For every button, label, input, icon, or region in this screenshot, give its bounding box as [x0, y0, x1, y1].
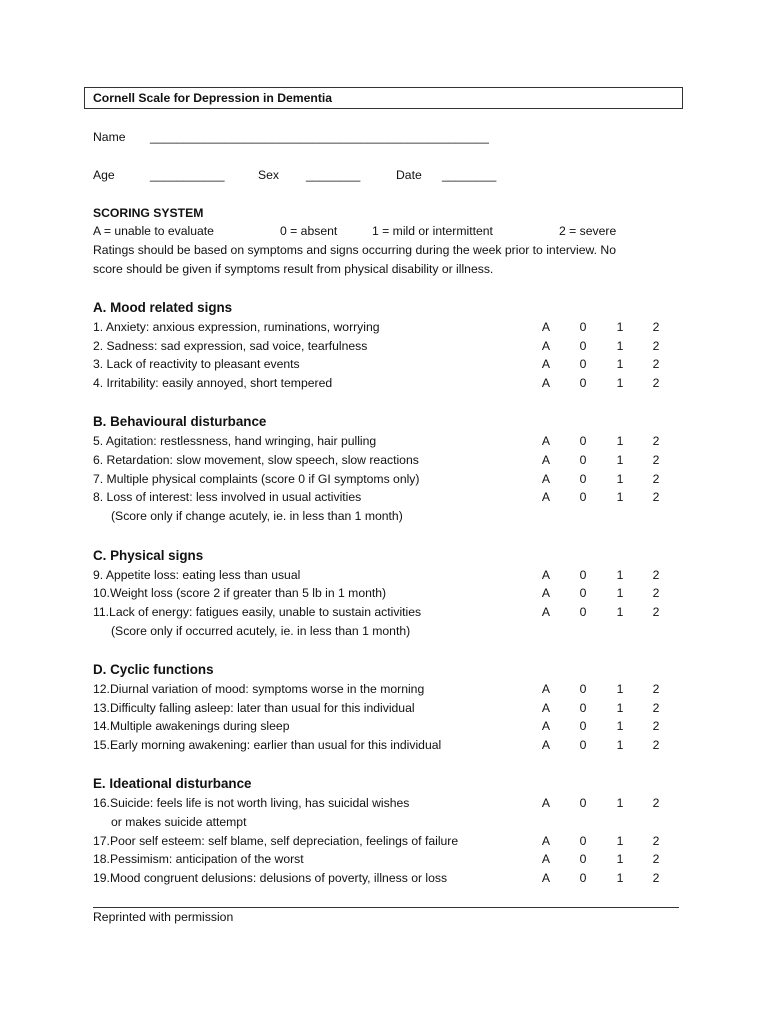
- item-16-continuation: or makes suicide attempt: [111, 815, 247, 829]
- item-13: 13.Difficulty falling asleep: later than usual for this individual: [93, 701, 415, 715]
- item-9: 9. Appetite loss: eating less than usual: [93, 568, 301, 582]
- score-option-item11-0[interactable]: 0: [579, 605, 587, 619]
- score-option-item18-a[interactable]: A: [541, 852, 551, 866]
- section-c-heading: C. Physical signs: [93, 548, 204, 563]
- score-option-item3-0[interactable]: 0: [579, 357, 587, 371]
- age-field[interactable]: ___________: [150, 168, 225, 182]
- score-option-item4-2[interactable]: 2: [652, 376, 660, 390]
- score-option-item13-2[interactable]: 2: [652, 701, 660, 715]
- item-17: 17.Poor self esteem: self blame, self depreciation, feelings of failure: [93, 834, 459, 848]
- score-option-item13-1[interactable]: 1: [616, 701, 624, 715]
- item-7: 7. Multiple physical complaints (score 0 if GI symptoms only): [93, 472, 420, 486]
- score-option-item16-0[interactable]: 0: [579, 796, 587, 810]
- score-option-item2-2[interactable]: 2: [652, 339, 660, 353]
- score-option-item3-a[interactable]: A: [541, 357, 551, 371]
- scoring-heading: SCORING SYSTEM: [93, 206, 204, 220]
- score-option-item1-a[interactable]: A: [541, 320, 551, 334]
- score-option-item15-2[interactable]: 2: [652, 738, 660, 752]
- section-c-note: (Score only if occurred acutely, ie. in less than 1 month): [111, 624, 411, 638]
- item-6: 6. Retardation: slow movement, slow speech, slow reactions: [93, 453, 419, 467]
- name-label: Name: [93, 130, 126, 144]
- score-option-item4-a[interactable]: A: [541, 376, 551, 390]
- score-option-item3-1[interactable]: 1: [616, 357, 624, 371]
- item-8: 8. Loss of interest: less involved in usual activities: [93, 490, 362, 504]
- section-e-heading: E. Ideational disturbance: [93, 776, 252, 791]
- score-option-item7-2[interactable]: 2: [652, 472, 660, 486]
- score-option-item14-1[interactable]: 1: [616, 719, 624, 733]
- score-option-item6-0[interactable]: 0: [579, 453, 587, 467]
- score-option-item2-0[interactable]: 0: [579, 339, 587, 353]
- name-field[interactable]: __________________________________________________: [150, 130, 489, 144]
- score-option-item12-a[interactable]: A: [541, 682, 551, 696]
- score-option-item5-1[interactable]: 1: [616, 434, 624, 448]
- score-option-item15-0[interactable]: 0: [579, 738, 587, 752]
- form-title-box: [84, 87, 683, 109]
- score-option-item8-0[interactable]: 0: [579, 490, 587, 504]
- date-label: Date: [396, 168, 422, 182]
- scoring-note-line2: score should be given if symptoms result from physical disability or illness.: [93, 262, 494, 276]
- score-option-item6-2[interactable]: 2: [652, 453, 660, 467]
- item-15: 15.Early morning awakening: earlier than usual for this individual: [93, 738, 442, 752]
- score-option-item4-1[interactable]: 1: [616, 376, 624, 390]
- score-option-item9-2[interactable]: 2: [652, 568, 660, 582]
- score-option-item3-2[interactable]: 2: [652, 357, 660, 371]
- score-option-item7-1[interactable]: 1: [616, 472, 624, 486]
- score-option-item1-1[interactable]: 1: [616, 320, 624, 334]
- score-option-item13-a[interactable]: A: [541, 701, 551, 715]
- score-option-item5-0[interactable]: 0: [579, 434, 587, 448]
- score-option-item4-0[interactable]: 0: [579, 376, 587, 390]
- scoring-note-line1: Ratings should be based on symptoms and signs occurring during the week prior to interview. No: [93, 243, 616, 257]
- item-16: 16.Suicide: feels life is not worth living, has suicidal wishes: [93, 796, 410, 810]
- item-1: 1. Anxiety: anxious expression, ruminations, worrying: [93, 320, 380, 334]
- score-option-item9-a[interactable]: A: [541, 568, 551, 582]
- section-b-heading: B. Behavioural disturbance: [93, 414, 267, 429]
- item-4: 4. Irritability: easily annoyed, short tempered: [93, 376, 333, 390]
- score-option-item5-a[interactable]: A: [541, 434, 551, 448]
- date-field[interactable]: ________: [442, 168, 497, 182]
- score-option-item14-2[interactable]: 2: [652, 719, 660, 733]
- score-option-item17-2[interactable]: 2: [652, 834, 660, 848]
- scoring-0-definition: 0 = absent: [280, 224, 338, 238]
- score-option-item15-1[interactable]: 1: [616, 738, 624, 752]
- score-option-item19-2[interactable]: 2: [652, 871, 660, 885]
- scoring-a-definition: A = unable to evaluate: [93, 224, 214, 238]
- score-option-item12-2[interactable]: 2: [652, 682, 660, 696]
- item-5: 5. Agitation: restlessness, hand wringing, hair pulling: [93, 434, 377, 448]
- footer-text: Reprinted with permission: [93, 910, 234, 924]
- item-10: 10.Weight loss (score 2 if greater than 5 lb in 1 month): [93, 586, 387, 600]
- score-option-item7-a[interactable]: A: [541, 472, 551, 486]
- score-option-item11-a[interactable]: A: [541, 605, 551, 619]
- item-2: 2. Sadness: sad expression, sad voice, tearfulness: [93, 339, 368, 353]
- score-option-item1-0[interactable]: 0: [579, 320, 587, 334]
- score-option-item19-0[interactable]: 0: [579, 871, 587, 885]
- score-option-item11-2[interactable]: 2: [652, 605, 660, 619]
- score-option-item17-1[interactable]: 1: [616, 834, 624, 848]
- score-option-item2-a[interactable]: A: [541, 339, 551, 353]
- score-option-item16-2[interactable]: 2: [652, 796, 660, 810]
- score-option-item5-2[interactable]: 2: [652, 434, 660, 448]
- section-b-note: (Score only if change acutely, ie. in less than 1 month): [111, 509, 403, 523]
- score-option-item12-1[interactable]: 1: [616, 682, 624, 696]
- score-option-item10-a[interactable]: A: [541, 586, 551, 600]
- score-option-item8-2[interactable]: 2: [652, 490, 660, 504]
- score-option-item11-1[interactable]: 1: [616, 605, 624, 619]
- sex-label: Sex: [258, 168, 280, 182]
- section-a-heading: A. Mood related signs: [93, 300, 233, 315]
- scoring-1-definition: 1 = mild or intermittent: [372, 224, 493, 238]
- item-18: 18.Pessimism: anticipation of the worst: [93, 852, 304, 866]
- score-option-item10-1[interactable]: 1: [616, 586, 624, 600]
- score-option-item6-1[interactable]: 1: [616, 453, 624, 467]
- item-3: 3. Lack of reactivity to pleasant events: [93, 357, 300, 371]
- score-option-item9-1[interactable]: 1: [616, 568, 624, 582]
- age-label: Age: [93, 168, 115, 182]
- score-option-item14-a[interactable]: A: [541, 719, 551, 733]
- footer-divider: [93, 907, 679, 908]
- score-option-item1-2[interactable]: 2: [652, 320, 660, 334]
- score-option-item17-0[interactable]: 0: [579, 834, 587, 848]
- form-title: Cornell Scale for Depression in Dementia: [93, 91, 333, 105]
- section-d-heading: D. Cyclic functions: [93, 662, 214, 677]
- score-option-item14-0[interactable]: 0: [579, 719, 587, 733]
- score-option-item8-1[interactable]: 1: [616, 490, 624, 504]
- score-option-item18-2[interactable]: 2: [652, 852, 660, 866]
- score-option-item2-1[interactable]: 1: [616, 339, 624, 353]
- score-option-item17-a[interactable]: A: [541, 834, 551, 848]
- score-option-item9-0[interactable]: 0: [579, 568, 587, 582]
- item-19: 19.Mood congruent delusions: delusions of poverty, illness or loss: [93, 871, 448, 885]
- score-option-item10-2[interactable]: 2: [652, 586, 660, 600]
- item-14: 14.Multiple awakenings during sleep: [93, 719, 290, 733]
- sex-field[interactable]: ________: [306, 168, 361, 182]
- item-11: 11.Lack of energy: fatigues easily, unable to sustain activities: [93, 605, 422, 619]
- score-option-item6-a[interactable]: A: [541, 453, 551, 467]
- score-option-item7-0[interactable]: 0: [579, 472, 587, 486]
- score-option-item16-a[interactable]: A: [541, 796, 551, 810]
- scoring-2-definition: 2 = severe: [559, 224, 617, 238]
- item-12: 12.Diurnal variation of mood: symptoms worse in the morning: [93, 682, 425, 696]
- score-option-item15-a[interactable]: A: [541, 738, 551, 752]
- score-option-item10-0[interactable]: 0: [579, 586, 587, 600]
- score-option-item12-0[interactable]: 0: [579, 682, 587, 696]
- score-option-item19-a[interactable]: A: [541, 871, 551, 885]
- score-option-item13-0[interactable]: 0: [579, 701, 587, 715]
- score-option-item8-a[interactable]: A: [541, 490, 551, 504]
- score-option-item16-1[interactable]: 1: [616, 796, 624, 810]
- score-option-item18-1[interactable]: 1: [616, 852, 624, 866]
- score-option-item19-1[interactable]: 1: [616, 871, 624, 885]
- score-option-item18-0[interactable]: 0: [579, 852, 587, 866]
